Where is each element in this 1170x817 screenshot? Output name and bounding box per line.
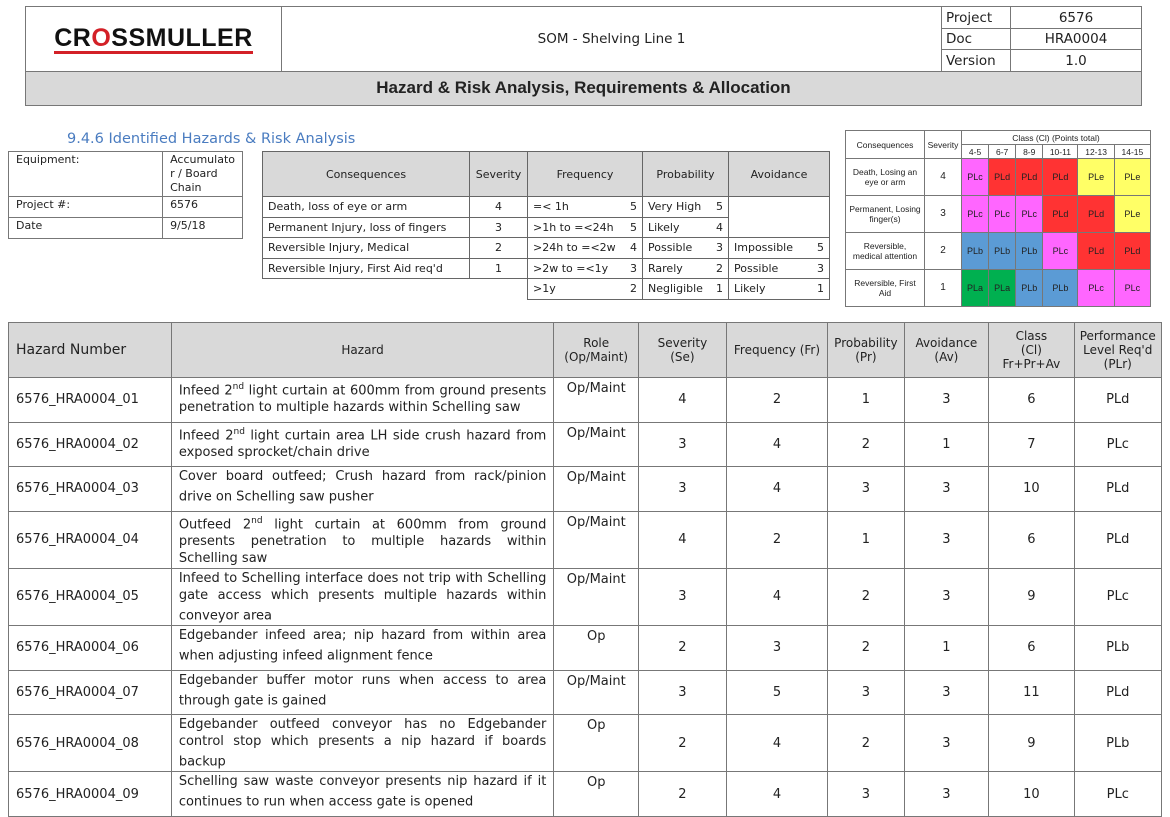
frequency: 5 bbox=[726, 670, 828, 715]
hazard-number: 6576_HRA0004_05 bbox=[9, 568, 172, 625]
table-row bbox=[9, 568, 1162, 625]
consequence-severity: 4 bbox=[470, 197, 528, 218]
matrix-cell-pla: PLa bbox=[962, 270, 989, 307]
frequency: 4 bbox=[726, 715, 828, 772]
matrix-range-header: 14-15 bbox=[1114, 145, 1150, 159]
probability-value: 5 bbox=[710, 197, 728, 218]
date-value: 9/5/18 bbox=[163, 218, 243, 239]
equipment-value: Accumulato r / Board Chain bbox=[163, 152, 243, 197]
matrix-cell-pld: PLd bbox=[1043, 196, 1078, 233]
header-avoidance: Avoidance bbox=[729, 152, 830, 197]
hazard-text: Edgebander infeed area; nip hazard from within area when adjusting infeed alignment fence bbox=[178, 628, 547, 664]
matrix-range-header: 10-11 bbox=[1043, 145, 1078, 159]
avoidance: 1 bbox=[904, 626, 989, 671]
performance-level: PLc bbox=[1074, 568, 1161, 625]
table-row bbox=[9, 467, 1162, 512]
role: Op/Maint bbox=[554, 511, 639, 568]
consequence-severity: 2 bbox=[470, 238, 528, 259]
avoidance: 3 bbox=[904, 772, 989, 817]
probability-label: Very High bbox=[643, 197, 711, 218]
hazard-text: light curtain area LH side crush hazard from exposed sprocket/chain drive bbox=[178, 427, 547, 460]
avoidance-label: Likely bbox=[729, 279, 810, 300]
meta-label-version: Version bbox=[942, 50, 1011, 71]
avoidance: 3 bbox=[904, 378, 989, 423]
frequency-value: 2 bbox=[624, 279, 642, 300]
header-frequency: Frequency bbox=[528, 152, 643, 197]
severity: 4 bbox=[639, 511, 727, 568]
probability-value: 3 bbox=[710, 238, 728, 259]
avoidance-label: Impossible bbox=[729, 238, 810, 259]
column-header bbox=[1074, 323, 1161, 378]
consequence-severity: 3 bbox=[470, 217, 528, 238]
matrix-cell-plc: PLc bbox=[1114, 270, 1150, 307]
role: Op bbox=[554, 715, 639, 772]
class: 10 bbox=[989, 772, 1074, 817]
frequency: 3 bbox=[726, 626, 828, 671]
hazard-table bbox=[8, 322, 1162, 817]
table-row bbox=[9, 715, 1162, 772]
hazard-description bbox=[171, 378, 554, 423]
performance-level: PLd bbox=[1074, 670, 1161, 715]
role: Op/Maint bbox=[554, 378, 639, 423]
probability: 1 bbox=[828, 378, 904, 423]
table-row bbox=[9, 378, 1162, 423]
hazard-text: Infeed to Schelling interface does not trip with Schelling gate access which presents multiple hazards within conveyor area bbox=[178, 570, 547, 624]
frequency-value: 5 bbox=[624, 217, 642, 238]
consequence-label: Reversible Injury, First Aid req'd bbox=[263, 258, 470, 279]
company-logo: CROSSMULLER bbox=[54, 23, 253, 52]
column-header-line: Role bbox=[583, 336, 610, 350]
table-row bbox=[9, 511, 1162, 568]
matrix-range-header: 12-13 bbox=[1078, 145, 1114, 159]
hazard-description bbox=[171, 511, 554, 568]
meta-value-version: 1.0 bbox=[1011, 50, 1142, 71]
hazard-number: 6576_HRA0004_02 bbox=[9, 422, 172, 467]
hazard-text: light curtain at 600mm from ground presents penetration to multiple hazards within Schelling saw bbox=[178, 383, 547, 416]
severity: 2 bbox=[639, 626, 727, 671]
meta-value-doc: HRA0004 bbox=[1011, 29, 1142, 50]
class: 6 bbox=[989, 626, 1074, 671]
performance-level: PLd bbox=[1074, 467, 1161, 512]
frequency-label: >1y bbox=[528, 279, 625, 300]
consequence-severity: 1 bbox=[470, 258, 528, 279]
column-header-line: Avoidance bbox=[915, 336, 978, 350]
equipment-label: Equipment: bbox=[9, 152, 163, 197]
probability: 3 bbox=[828, 467, 904, 512]
hazard-description bbox=[171, 772, 554, 817]
frequency-value: 4 bbox=[624, 238, 642, 259]
column-header bbox=[726, 323, 828, 378]
frequency: 2 bbox=[726, 511, 828, 568]
hazard-description bbox=[171, 568, 554, 625]
frequency-label: >1h to =<24h bbox=[528, 217, 625, 238]
avoidance-label: Possible bbox=[729, 258, 810, 279]
matrix-cell-ple: PLe bbox=[1114, 159, 1150, 196]
severity: 3 bbox=[639, 670, 727, 715]
hazard-number: 6576_HRA0004_07 bbox=[9, 670, 172, 715]
class: 10 bbox=[989, 467, 1074, 512]
column-header bbox=[9, 323, 172, 378]
matrix-cell-plc: PLc bbox=[1043, 233, 1078, 270]
avoidance: 3 bbox=[904, 715, 989, 772]
frequency-label: =< 1h bbox=[528, 197, 625, 218]
probability-label: Negligible bbox=[643, 279, 711, 300]
column-header-line: (Pr) bbox=[855, 350, 877, 364]
hazard-text: Schelling saw waste conveyor presents nip hazard if it continues to run when access gate is opened bbox=[178, 774, 547, 810]
matrix-row bbox=[846, 196, 1151, 233]
matrix-cell-pld: PLd bbox=[1043, 159, 1078, 196]
matrix-row bbox=[846, 159, 1151, 196]
hazard-description bbox=[171, 715, 554, 772]
logo-cell bbox=[26, 7, 282, 72]
column-header bbox=[989, 323, 1074, 378]
hazard-text: Infeed 2 bbox=[178, 383, 233, 399]
probability-value: 4 bbox=[710, 217, 728, 238]
header-probability: Probability bbox=[643, 152, 729, 197]
hazard-text: Infeed 2 bbox=[178, 427, 234, 443]
probability: 2 bbox=[828, 715, 904, 772]
probability: 2 bbox=[828, 422, 904, 467]
hazard-number: 6576_HRA0004_01 bbox=[9, 378, 172, 423]
performance-level: PLd bbox=[1074, 378, 1161, 423]
matrix-header-consequences: Consequences bbox=[846, 131, 925, 159]
matrix-row-label: Reversible, First Aid bbox=[846, 270, 925, 307]
hazard-text-sup: nd bbox=[232, 382, 245, 392]
matrix-cell-plc: PLc bbox=[989, 196, 1016, 233]
column-header-line: Severity bbox=[657, 336, 708, 350]
consequence-label: Reversible Injury, Medical bbox=[263, 238, 470, 259]
matrix-cell-pld: PLd bbox=[1016, 159, 1043, 196]
equipment-table bbox=[8, 151, 243, 239]
matrix-row bbox=[846, 233, 1151, 270]
frequency: 2 bbox=[726, 378, 828, 423]
class: 6 bbox=[989, 511, 1074, 568]
frequency-value: 5 bbox=[624, 197, 642, 218]
matrix-cell-pld: PLd bbox=[989, 159, 1016, 196]
frequency-value: 3 bbox=[624, 258, 642, 279]
avoidance-value: 5 bbox=[809, 238, 829, 259]
avoidance: 1 bbox=[904, 422, 989, 467]
role: Op/Maint bbox=[554, 467, 639, 512]
matrix-cell-ple: PLe bbox=[1114, 196, 1150, 233]
consequence-label: Death, loss of eye or arm bbox=[263, 197, 470, 218]
document-header bbox=[25, 6, 1142, 106]
probability: 3 bbox=[828, 772, 904, 817]
probability: 1 bbox=[828, 511, 904, 568]
probability: 2 bbox=[828, 626, 904, 671]
hazard-number: 6576_HRA0004_06 bbox=[9, 626, 172, 671]
matrix-header-severity: Severity bbox=[925, 131, 962, 159]
column-header-line: (Op/Maint) bbox=[564, 350, 629, 364]
hazard-text: light curtain at 600mm from ground presents penetration to multiple hazards within Schelling saw bbox=[178, 516, 547, 566]
class: 7 bbox=[989, 422, 1074, 467]
page-title: Hazard & Risk Analysis, Requirements & Allocation bbox=[26, 71, 1142, 105]
column-header bbox=[904, 323, 989, 378]
performance-level: PLb bbox=[1074, 626, 1161, 671]
severity: 3 bbox=[639, 422, 727, 467]
column-header-line: Level Req'd bbox=[1083, 343, 1153, 357]
column-header-line: Class bbox=[1015, 329, 1048, 343]
avoidance: 3 bbox=[904, 467, 989, 512]
matrix-cell-plb: PLb bbox=[962, 233, 989, 270]
consequence-label: Permanent Injury, loss of fingers bbox=[263, 217, 470, 238]
column-header-line: Fr+Pr+Av bbox=[1002, 357, 1061, 371]
performance-level: PLc bbox=[1074, 422, 1161, 467]
class-matrix bbox=[845, 130, 1151, 307]
matrix-cell-pld: PLd bbox=[1078, 233, 1114, 270]
class: 9 bbox=[989, 715, 1074, 772]
probability: 2 bbox=[828, 568, 904, 625]
column-header bbox=[828, 323, 904, 378]
date-label: Date bbox=[9, 218, 163, 239]
meta-value-project: 6576 bbox=[1011, 7, 1142, 29]
matrix-cell-plc: PLc bbox=[962, 196, 989, 233]
document-title: SOM - Shelving Line 1 bbox=[282, 7, 942, 72]
matrix-row-label: Permanent, Losing finger(s) bbox=[846, 196, 925, 233]
hazard-text-sup: nd bbox=[251, 515, 263, 526]
probability-label: Rarely bbox=[643, 258, 711, 279]
probability-label: Likely bbox=[643, 217, 711, 238]
probability-value: 1 bbox=[710, 279, 728, 300]
hazard-number: 6576_HRA0004_09 bbox=[9, 772, 172, 817]
consequence-table bbox=[262, 151, 830, 300]
hazard-number: 6576_HRA0004_08 bbox=[9, 715, 172, 772]
frequency-label: >24h to =<2w bbox=[528, 238, 625, 259]
matrix-row bbox=[846, 270, 1151, 307]
matrix-cell-plc: PLc bbox=[962, 159, 989, 196]
avoidance-value: 1 bbox=[809, 279, 829, 300]
hazard-text-sup: nd bbox=[233, 426, 245, 437]
matrix-cell-plb: PLb bbox=[1016, 270, 1043, 307]
severity: 3 bbox=[639, 467, 727, 512]
frequency: 4 bbox=[726, 422, 828, 467]
header-consequences: Consequences bbox=[263, 152, 470, 197]
matrix-cell-ple: PLe bbox=[1078, 159, 1114, 196]
avoidance: 3 bbox=[904, 670, 989, 715]
probability-value: 2 bbox=[710, 258, 728, 279]
meta-label-doc: Doc bbox=[942, 29, 1011, 50]
performance-level: PLb bbox=[1074, 715, 1161, 772]
severity: 2 bbox=[639, 772, 727, 817]
matrix-row-label: Death, Losing an eye or arm bbox=[846, 159, 925, 196]
table-row bbox=[9, 670, 1162, 715]
matrix-cell-plb: PLb bbox=[1043, 270, 1078, 307]
class: 11 bbox=[989, 670, 1074, 715]
avoidance: 3 bbox=[904, 568, 989, 625]
performance-level: PLc bbox=[1074, 772, 1161, 817]
frequency-label: >2w to =<1y bbox=[528, 258, 625, 279]
hazard-text: Outfeed 2 bbox=[178, 516, 252, 532]
hazard-text: Edgebander buffer motor runs when access to area through gate is gained bbox=[178, 672, 547, 708]
frequency: 4 bbox=[726, 568, 828, 625]
performance-level: PLd bbox=[1074, 511, 1161, 568]
matrix-cell-plc: PLc bbox=[1078, 270, 1114, 307]
section-heading: 9.4.6 Identified Hazards & Risk Analysis bbox=[67, 131, 356, 147]
class: 9 bbox=[989, 568, 1074, 625]
column-header-line: Hazard bbox=[341, 343, 384, 357]
frequency: 4 bbox=[726, 772, 828, 817]
project-value: 6576 bbox=[163, 197, 243, 218]
column-header bbox=[171, 323, 554, 378]
avoidance-empty bbox=[729, 197, 830, 238]
matrix-cell-plb: PLb bbox=[1016, 233, 1043, 270]
hazard-text: Edgebander outfeed conveyor has no Edgebander control stop which presents a nip hazard if boards backup bbox=[178, 717, 547, 770]
hazard-number: 6576_HRA0004_03 bbox=[9, 467, 172, 512]
role: Op bbox=[554, 772, 639, 817]
column-header-line: Hazard Number bbox=[16, 342, 127, 358]
hazard-description bbox=[171, 422, 554, 467]
role: Op/Maint bbox=[554, 568, 639, 625]
role: Op/Maint bbox=[554, 422, 639, 467]
column-header-line: (Se) bbox=[670, 350, 695, 364]
hazard-description bbox=[171, 467, 554, 512]
matrix-row-severity: 2 bbox=[925, 233, 962, 270]
role: Op/Maint bbox=[554, 670, 639, 715]
column-header-line: (PLr) bbox=[1103, 357, 1132, 371]
blank-cell bbox=[263, 279, 528, 300]
meta-label-project: Project bbox=[942, 7, 1011, 29]
hazard-description bbox=[171, 670, 554, 715]
project-label: Project #: bbox=[9, 197, 163, 218]
matrix-row-label: Reversible, medical attention bbox=[846, 233, 925, 270]
matrix-cell-plc: PLc bbox=[1016, 196, 1043, 233]
matrix-cell-plb: PLb bbox=[989, 233, 1016, 270]
column-header-line: Probability bbox=[834, 336, 898, 350]
matrix-row-severity: 4 bbox=[925, 159, 962, 196]
hazard-number: 6576_HRA0004_04 bbox=[9, 511, 172, 568]
matrix-cell-pld: PLd bbox=[1078, 196, 1114, 233]
avoidance: 3 bbox=[904, 511, 989, 568]
role: Op bbox=[554, 626, 639, 671]
column-header bbox=[639, 323, 727, 378]
matrix-range-header: 4-5 bbox=[962, 145, 989, 159]
matrix-range-header: 6-7 bbox=[989, 145, 1016, 159]
matrix-cell-pla: PLa bbox=[989, 270, 1016, 307]
hazard-description bbox=[171, 626, 554, 671]
column-header bbox=[554, 323, 639, 378]
hazard-text: Cover board outfeed; Crush hazard from rack/pinion drive on Schelling saw pusher bbox=[178, 469, 547, 505]
matrix-row-severity: 3 bbox=[925, 196, 962, 233]
column-header-line: (Av) bbox=[934, 350, 959, 364]
probability-label: Possible bbox=[643, 238, 711, 259]
severity: 4 bbox=[639, 378, 727, 423]
matrix-cell-pld: PLd bbox=[1114, 233, 1150, 270]
column-header-line: Performance bbox=[1079, 329, 1156, 343]
table-row bbox=[9, 626, 1162, 671]
table-row bbox=[9, 422, 1162, 467]
column-header-line: (Cl) bbox=[1020, 343, 1042, 357]
matrix-header-class: Class (Cl) (Points total) bbox=[962, 131, 1151, 145]
severity: 3 bbox=[639, 568, 727, 625]
matrix-row-severity: 1 bbox=[925, 270, 962, 307]
class: 6 bbox=[989, 378, 1074, 423]
table-row bbox=[9, 772, 1162, 817]
column-header-line: Frequency (Fr) bbox=[733, 343, 821, 357]
probability: 3 bbox=[828, 670, 904, 715]
frequency: 4 bbox=[726, 467, 828, 512]
header-severity: Severity bbox=[470, 152, 528, 197]
avoidance-value: 3 bbox=[809, 258, 829, 279]
matrix-range-header: 8-9 bbox=[1016, 145, 1043, 159]
severity: 2 bbox=[639, 715, 727, 772]
